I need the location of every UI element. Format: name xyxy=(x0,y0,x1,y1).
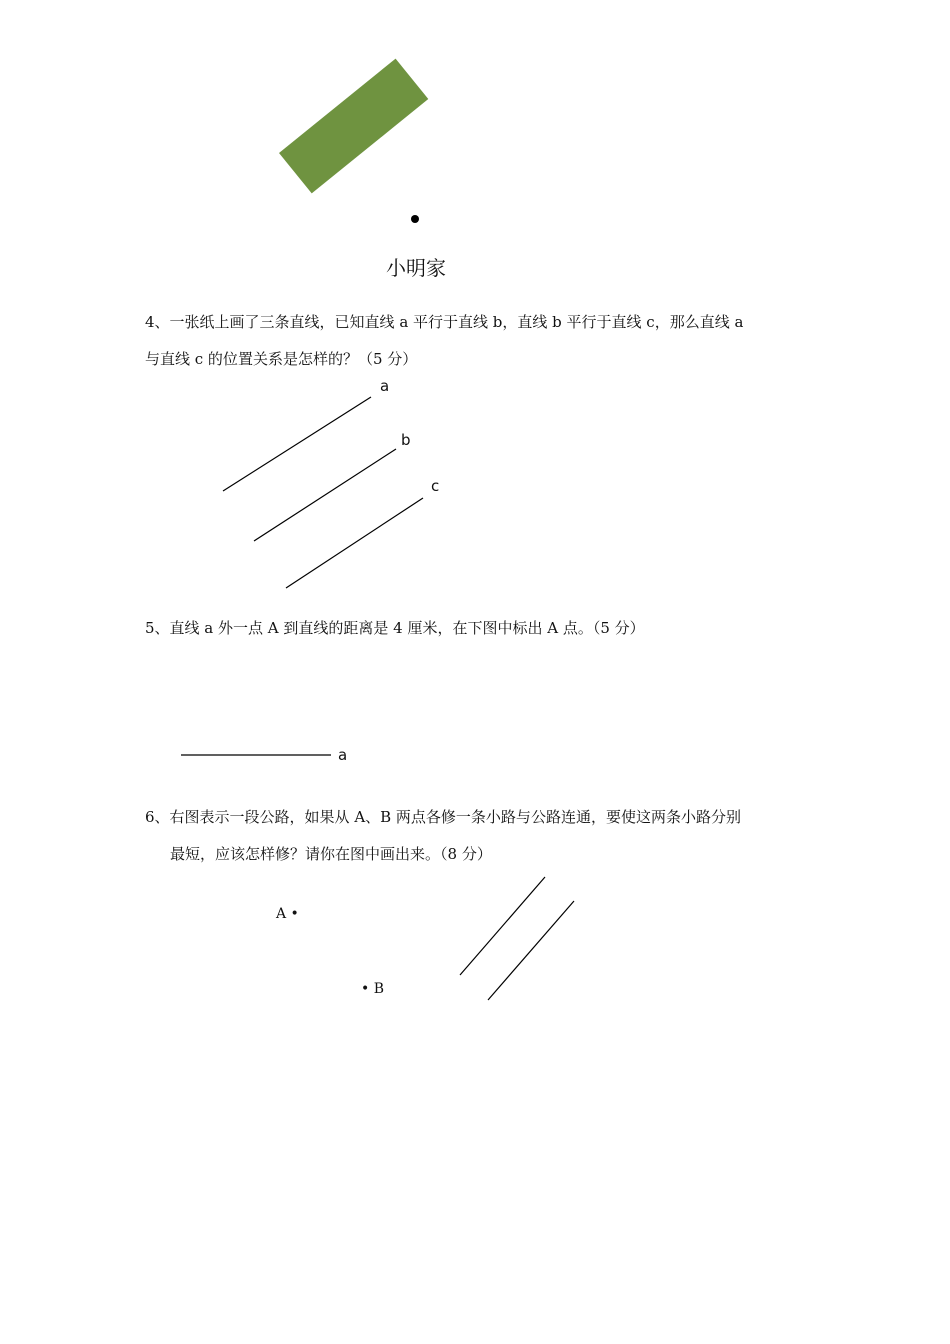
q6-road-line-2 xyxy=(488,901,574,1000)
q6-point-b: • B xyxy=(361,981,384,997)
q4-label-a: a xyxy=(380,377,390,395)
home-label: 小明家 xyxy=(386,256,446,280)
q6-point-a: A • xyxy=(276,906,299,922)
q4-label-b: b xyxy=(401,431,411,449)
q4-line-b xyxy=(254,449,396,541)
q4-line-c xyxy=(286,498,423,588)
q5-label-a: a xyxy=(338,746,348,764)
q6-road-line-1 xyxy=(460,877,545,975)
question-5-line-1: 5、直线 a 外一点 A 到直线的距离是 4 厘米，在下图中标出 A 点。（5 分） xyxy=(145,619,645,637)
question-4-line-2: 与直线 c 的位置关系是怎样的？（5 分） xyxy=(145,350,418,368)
q4-line-a xyxy=(223,397,371,491)
q4-label-c: c xyxy=(431,477,440,495)
road-label: 公 路 xyxy=(334,166,375,207)
question-6-line-2: 最短，应该怎样修？请你在图中画出来。（8 分） xyxy=(170,845,492,863)
question-4-line-1: 4、一张纸上画了三条直线，已知直线 a 平行于直线 b，直线 b 平行于直线 c，那么直线 a xyxy=(145,313,744,331)
question-6-line-1: 6、右图表示一段公路，如果从 A、B 两点各修一条小路与公路连通，要使这两条小路分别 xyxy=(145,808,741,826)
